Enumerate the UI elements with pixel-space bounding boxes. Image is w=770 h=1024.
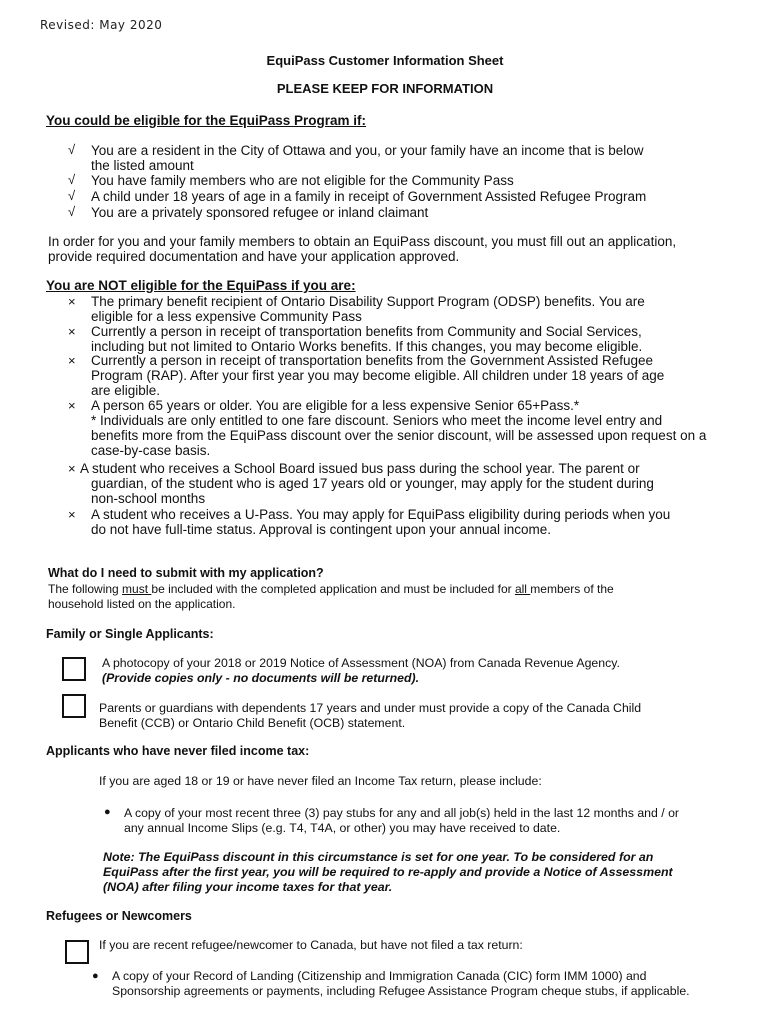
cross-icon: ×	[68, 324, 76, 339]
refugee-requirement: If you are recent refugee/newcomer to Canada, but have not filed a tax return:	[99, 938, 523, 952]
check-mark-icon: √	[68, 172, 76, 187]
ccb-checkbox[interactable]	[62, 694, 86, 718]
list-item: A student who receives a U-Pass. You may apply for EquiPass eligibility during periods when you do not have full-time status. Approval is contingent upon your annual income.	[91, 507, 671, 537]
list-item: A child under 18 years of age in a family in receipt of Government Assisted Refugee Program	[91, 189, 647, 204]
cross-icon: ×	[68, 461, 76, 476]
submit-paragraph: The following must be included with the completed application and must be included for all members of the household listed on the application.	[48, 582, 614, 611]
check-mark-icon: √	[68, 142, 76, 157]
family-heading: Family or Single Applicants:	[46, 627, 214, 641]
list-item-continued: guardian, of the student who is aged 17 years old or younger, may apply for the student during non-school months	[91, 476, 654, 506]
check-mark-icon: √	[68, 188, 76, 203]
refugee-checkbox[interactable]	[65, 940, 89, 964]
page-title: EquiPass Customer Information Sheet	[266, 53, 504, 68]
list-item: Currently a person in receipt of transportation benefits from Community and Social Services, including but not limited to Ontario Works benefits. If this changes, you may become eligible.	[91, 324, 643, 354]
noa-checkbox[interactable]	[62, 657, 86, 681]
never-filed-heading: Applicants who have never filed income tax:	[46, 744, 310, 758]
list-item: You are a privately sponsored refugee or inland claimant	[91, 205, 429, 220]
submit-heading: What do I need to submit with my application?	[48, 566, 324, 580]
cross-icon: ×	[68, 353, 76, 368]
bullet-icon: ●	[104, 806, 111, 818]
bullet-icon: ●	[92, 970, 99, 982]
page-subtitle: PLEASE KEEP FOR INFORMATION	[276, 81, 494, 96]
cross-icon: ×	[68, 398, 76, 413]
not-eligible-heading: You are NOT eligible for the EquiPass if you are:	[46, 278, 356, 293]
refugees-heading: Refugees or Newcomers	[46, 909, 192, 923]
one-year-note: Note: The EquiPass discount in this circumstance is set for one year. To be considered for an EquiPass after the first year, you will be required to re-apply and provide a Notice of Assessment (NOA) after filing your income taxes for that year.	[103, 850, 673, 894]
check-mark-icon: √	[68, 204, 76, 219]
landing-record-requirement: A copy of your Record of Landing (Citizenship and Immigration Canada (CIC) form IMM 1000) and Sponsorship agreements or payments, including Refugee Assistance Program cheque stubs, if applicable.	[112, 969, 690, 998]
intro-paragraph: In order for you and your family members to obtain an EquiPass discount, you must fill out an application, provide required documentation and have your application approved.	[48, 234, 677, 264]
list-item: The primary benefit recipient of Ontario Disability Support Program (ODSP) benefits. You are eligible for a less expensive Community Pass	[91, 294, 645, 324]
cross-icon: ×	[68, 507, 76, 522]
noa-requirement: A photocopy of your 2018 or 2019 Notice of Assessment (NOA) from Canada Revenue Agency. (Provide copies only - no documents will be returned).	[102, 656, 620, 685]
ccb-requirement: Parents or guardians with dependents 17 years and under must provide a copy of the Canada Child Benefit (CCB) or Ontario Child Benefit (OCB) statement.	[99, 701, 642, 730]
list-item: You have family members who are not eligible for the Community Pass	[91, 173, 514, 188]
list-item: Currently a person in receipt of transportation benefits from the Government Assisted Refugee Program (RAP). After your first year you may become eligible. All children under 18 years of age are eligible.	[91, 353, 665, 398]
list-item: A person 65 years or older. You are eligible for a less expensive Senior 65+Pass.* * Individuals are only entitled to one fare discount. Seniors who meet the income level entry and benefits more from the EquiPass discount over the senior discount, will be assessed upon request on a case-by-case basis.	[91, 398, 707, 458]
revision-date: Revised: May 2020	[40, 18, 163, 32]
cross-icon: ×	[68, 294, 76, 309]
list-item: You are a resident in the City of Ottawa and you, or your family have an income that is below the listed amount	[91, 143, 644, 173]
pay-stubs-requirement: A copy of your most recent three (3) pay stubs for any and all job(s) held in the last 12 months and / or any annual Income Slips (e.g. T4, T4A, or other) you may have received to date.	[124, 806, 680, 835]
eligible-heading: You could be eligible for the EquiPass Program if:	[46, 113, 367, 128]
never-filed-intro: If you are aged 18 or 19 or have never filed an Income Tax return, please include:	[99, 774, 542, 788]
list-item: A student who receives a School Board issued bus pass during the school year. The parent or	[80, 461, 640, 476]
